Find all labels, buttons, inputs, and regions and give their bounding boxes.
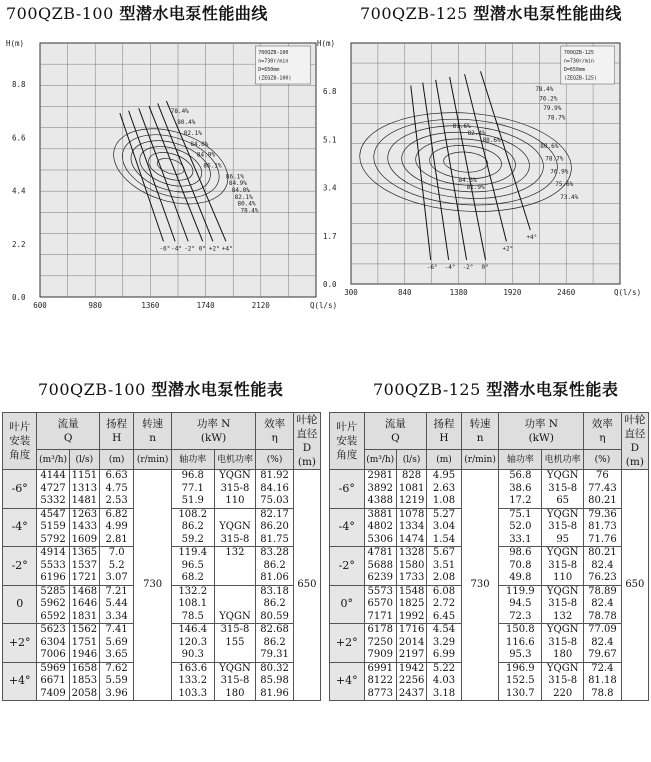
header-speed: 转速 n (461, 413, 499, 450)
table-header-row (330, 413, 649, 450)
blade-angle-label: +2° (502, 245, 514, 253)
efficiency-label: 73.4% (560, 193, 579, 201)
flow-ls-cell: 1365 1537 1721 (69, 547, 99, 586)
efficiency-label: 82.1% (234, 193, 253, 201)
flow-ls-cell: 1562 1751 1946 (69, 624, 99, 663)
efficiency-label: 86.1% (225, 173, 244, 181)
x-axis-label: Q(l/s) (614, 288, 642, 297)
header-flow-unit: (l/s) (69, 449, 99, 469)
y-tick-label: 0.0 (12, 293, 26, 302)
efficiency-label: 78.7% (545, 155, 564, 163)
efficiency-label: 82.4% (467, 130, 486, 138)
header-blade-angle: 叶片 安装 角度 (330, 413, 365, 470)
legend-line: n=730r/min (563, 58, 594, 65)
header-speed-unit: (r/min) (461, 449, 499, 469)
header-speed-unit: (r/min) (134, 449, 172, 469)
flow-ls-cell: 1716 2014 2197 (396, 624, 426, 663)
table-row (3, 470, 321, 509)
header-impeller-diameter: 叶轮 直径 D (m) (621, 413, 648, 470)
efficiency-label: 84.0% (190, 140, 209, 148)
x-tick-label: 600 (33, 301, 47, 310)
efficiency-label: 80.6% (482, 137, 501, 145)
table-header-row (330, 449, 649, 469)
flow-m3h-cell: 5285 5962 6592 (37, 585, 69, 624)
blade-angle-label: 0° (481, 263, 489, 271)
efficiency-label: 78.7% (547, 114, 566, 122)
header-shaft-power: 轴功率 (499, 449, 542, 469)
header-blade-angle: 叶片 安装 角度 (3, 413, 37, 470)
right-performance-table (329, 412, 649, 701)
motor-power-cell: YQGN 315-8 180 (542, 624, 584, 663)
right-chart-title-text: 型潜水电泵性能曲线 (473, 4, 622, 23)
head-cell: 6.82 4.99 2.81 (99, 508, 133, 547)
efficiency-cell: 82.68 86.2 79.31 (256, 624, 294, 663)
right-chart-title-model: 700QZB-125 (360, 4, 468, 23)
motor-power-cell: YQGN 315-8 220 (542, 662, 584, 701)
shaft-power-cell: 108.2 86.2 59.2 (171, 508, 214, 547)
head-cell: 6.08 2.72 6.45 (427, 585, 462, 624)
flow-m3h-cell: 5623 6304 7006 (37, 624, 69, 663)
legend-line: (ZEQZB-125) (563, 75, 597, 82)
header-efficiency-unit: (%) (584, 449, 622, 469)
blade-angle-cell: -6° (330, 470, 365, 509)
head-cell: 7.21 5.44 3.34 (99, 585, 133, 624)
y-tick-label: 4.4 (12, 186, 26, 196)
motor-power-cell: YQGN 315-8 65 (542, 470, 584, 509)
efficiency-cell: 82.17 86.20 81.75 (256, 508, 294, 547)
y-axis-label: H(m) (6, 39, 25, 48)
flow-ls-cell: 1942 2256 2437 (396, 662, 426, 701)
head-cell: 7.62 5.59 3.96 (99, 662, 133, 701)
blade-angle-cell: -4° (330, 508, 365, 547)
motor-power-cell: YQGN 315-8 95 (542, 508, 584, 547)
blade-angle-cell: +4° (3, 662, 37, 701)
legend-line: D=650mm (258, 67, 280, 73)
flow-m3h-cell: 4547 5159 5792 (37, 508, 69, 547)
legend-line: 700QZB-100 (258, 50, 289, 56)
y-tick-label: 6.8 (323, 87, 337, 97)
blade-angle-cell: -6° (3, 470, 37, 509)
impeller-diameter-cell: 650 (293, 470, 320, 701)
blade-angle-cell: +2° (330, 624, 365, 663)
efficiency-label: 78.4% (240, 207, 259, 215)
blade-angle-label: +4° (221, 245, 233, 253)
shaft-power-cell: 96.8 77.1 51.9 (171, 470, 214, 509)
x-tick-label: 1740 (196, 301, 215, 310)
blade-angle-cell: -2° (3, 547, 37, 586)
blade-angle-cell: -4° (3, 508, 37, 547)
shaft-power-cell: 146.4 120.3 90.3 (171, 624, 214, 663)
efficiency-cell: 76 77.43 80.21 (584, 470, 622, 509)
head-cell: 4.95 2.63 1.08 (427, 470, 462, 509)
flow-ls-cell: 1658 1853 2058 (69, 662, 99, 701)
shaft-power-cell: 119.9 94.5 72.3 (499, 585, 542, 624)
head-cell: 7.41 5.69 3.65 (99, 624, 133, 663)
left-chart-title-model: 700QZB-100 (6, 4, 114, 23)
efficiency-label: 81.6% (452, 123, 471, 131)
motor-power-cell: YQGN 315-8 110 (542, 547, 584, 586)
blade-angle-label: -6° (159, 245, 171, 253)
x-tick-label: 1920 (503, 288, 522, 297)
blade-angle-cell: +2° (3, 624, 37, 663)
efficiency-label: 82.1% (183, 129, 202, 137)
y-tick-label: 2.2 (12, 239, 26, 249)
legend-line: n=730r/min (258, 58, 289, 65)
header-head-unit: (m) (427, 449, 462, 469)
efficiency-cell: 81.92 84.16 75.03 (256, 470, 294, 509)
flow-m3h-cell: 4914 5533 6196 (37, 547, 69, 586)
header-head: 扬程 H (427, 413, 462, 450)
left-table-title-text: 型潜水电泵性能表 (151, 380, 284, 399)
efficiency-cell: 78.89 82.4 78.78 (584, 585, 622, 624)
efficiency-label: 78.4% (535, 86, 554, 94)
y-axis-label: H(m) (317, 39, 336, 48)
chart-1 (317, 39, 641, 297)
header-efficiency-unit: (%) (256, 449, 294, 469)
header-power: 功率 N (kW) (171, 413, 255, 450)
y-tick-label: 3.4 (323, 183, 337, 193)
blade-angle-label: -4° (171, 245, 182, 253)
flow-m3h-cell: 5573 6570 7171 (364, 585, 396, 624)
efficiency-cell: 72.4 81.18 78.8 (584, 662, 622, 701)
speed-cell: 730 (461, 470, 499, 701)
motor-power-cell: YQGN 315-8 180 (214, 662, 256, 701)
header-flow-unit: (l/s) (396, 449, 426, 469)
blade-angle-label: -2° (184, 245, 196, 253)
efficiency-label: 80.6% (540, 142, 559, 150)
blade-angle-cell: 0° (330, 585, 365, 624)
header-head: 扬程 H (99, 413, 133, 450)
efficiency-label: 84.9% (196, 151, 215, 159)
x-axis-label: Q(l/s) (310, 301, 338, 310)
head-cell: 5.27 3.04 1.54 (427, 508, 462, 547)
header-flow-unit: (m³/h) (364, 449, 396, 469)
efficiency-cell: 83.28 86.2 81.06 (256, 547, 294, 586)
efficiency-cell: 83.18 86.2 80.59 (256, 585, 294, 624)
flow-m3h-cell: 4144 4727 5332 (37, 470, 69, 509)
flow-ls-cell: 828 1081 1219 (396, 470, 426, 509)
efficiency-label: 76.2% (539, 95, 558, 103)
shaft-power-cell: 119.4 96.5 68.2 (171, 547, 214, 586)
blade-angle-label: +2° (208, 245, 220, 253)
blade-angle-label: 0° (198, 245, 206, 253)
efficiency-label: 84.3% (458, 176, 477, 184)
header-head-unit: (m) (99, 449, 133, 469)
y-tick-label: 1.7 (323, 231, 337, 241)
y-tick-label: 0.0 (323, 280, 337, 289)
legend-line: 700QZB-125 (563, 50, 594, 56)
shaft-power-cell: 196.9 152.5 130.7 (499, 662, 542, 701)
x-tick-label: 2460 (557, 288, 576, 297)
header-flow: 流量 Q (364, 413, 427, 450)
motor-power-cell: 132 (214, 547, 256, 586)
left-performance-table (2, 412, 321, 701)
blade-angle-label: -4° (444, 263, 456, 271)
motor-power-cell: YQGN (214, 585, 256, 624)
chart-0 (6, 39, 337, 310)
flow-m3h-cell: 2981 3892 4388 (364, 470, 396, 509)
efficiency-cell: 80.32 85.98 81.96 (256, 662, 294, 701)
performance-charts (0, 0, 651, 330)
left-table-title (38, 377, 283, 400)
head-cell: 4.54 3.29 6.99 (427, 624, 462, 663)
blade-angle-label: -6° (426, 263, 438, 271)
efficiency-cell: 80.21 82.4 76.23 (584, 547, 622, 586)
shaft-power-cell: 98.6 70.8 49.8 (499, 547, 542, 586)
head-cell: 5.67 3.51 2.08 (427, 547, 462, 586)
header-efficiency: 效率 η (584, 413, 622, 450)
left-table-title-model: 700QZB-100 (38, 380, 146, 399)
efficiency-label: 86.1% (203, 162, 222, 170)
motor-power-cell: YQGN 315-8 110 (214, 470, 256, 509)
flow-ls-cell: 1078 1334 1474 (396, 508, 426, 547)
head-cell: 7.0 5.2 3.07 (99, 547, 133, 586)
efficiency-label: 84.9% (228, 180, 247, 188)
head-cell: 6.63 4.75 2.53 (99, 470, 133, 509)
flow-m3h-cell: 6178 7250 7909 (364, 624, 396, 663)
header-flow: 流量 Q (37, 413, 100, 450)
blade-angle-label: -2° (462, 263, 474, 271)
efficiency-label: 78.4% (170, 108, 189, 116)
impeller-diameter-cell: 650 (621, 470, 648, 701)
efficiency-cell: 77.09 82.4 79.67 (584, 624, 622, 663)
shaft-power-cell: 56.8 38.6 17.2 (499, 470, 542, 509)
efficiency-label: 76.9% (550, 168, 569, 176)
header-speed: 转速 n (134, 413, 172, 450)
header-impeller-diameter: 叶轮 直径 D (m) (293, 413, 320, 470)
x-tick-label: 840 (398, 288, 412, 297)
flow-m3h-cell: 3881 4802 5306 (364, 508, 396, 547)
header-motor-power: 电机功率 (542, 449, 584, 469)
shaft-power-cell: 150.8 116.6 95.3 (499, 624, 542, 663)
blade-angle-cell: 0 (3, 585, 37, 624)
y-tick-label: 5.1 (323, 135, 337, 145)
x-tick-label: 300 (344, 288, 358, 297)
blade-angle-cell: -2° (330, 547, 365, 586)
motor-power-cell: 315-8 155 (214, 624, 256, 663)
table-header-row (3, 449, 321, 469)
blade-angle-label: +4° (526, 234, 538, 242)
efficiency-label: 80.4% (237, 200, 256, 208)
efficiency-label: 80.4% (177, 119, 196, 127)
head-cell: 5.22 4.03 3.18 (427, 662, 462, 701)
header-motor-power: 电机功率 (214, 449, 256, 469)
motor-power-cell: YQGN 315-8 132 (542, 585, 584, 624)
flow-m3h-cell: 4781 5688 6239 (364, 547, 396, 586)
left-chart-title-text: 型潜水电泵性能曲线 (119, 4, 268, 23)
efficiency-label: 75.6% (555, 181, 574, 189)
header-flow-unit: (m³/h) (37, 449, 69, 469)
blade-angle-cell: +4° (330, 662, 365, 701)
x-tick-label: 1360 (141, 301, 160, 310)
table-header-row (3, 413, 321, 450)
efficiency-cell: 79.36 81.73 71.76 (584, 508, 622, 547)
flow-ls-cell: 1328 1580 1733 (396, 547, 426, 586)
efficiency-label: 81.9% (466, 184, 485, 192)
x-tick-label: 1380 (449, 288, 468, 297)
header-shaft-power: 轴功率 (171, 449, 214, 469)
efficiency-label: 84.0% (231, 187, 250, 195)
y-tick-label: 8.8 (12, 80, 26, 90)
flow-m3h-cell: 6991 8122 8773 (364, 662, 396, 701)
shaft-power-cell: 75.1 52.0 33.1 (499, 508, 542, 547)
legend-line: D=650mm (563, 67, 585, 73)
table-row (330, 470, 649, 509)
flow-ls-cell: 1548 1825 1992 (396, 585, 426, 624)
right-table-title-model: 700QZB-125 (373, 380, 481, 399)
flow-m3h-cell: 5969 6671 7409 (37, 662, 69, 701)
right-table-title (373, 377, 618, 400)
x-tick-label: 980 (88, 301, 102, 310)
header-efficiency: 效率 η (256, 413, 294, 450)
header-power: 功率 N (kW) (499, 413, 584, 450)
shaft-power-cell: 163.6 133.2 103.3 (171, 662, 214, 701)
shaft-power-cell: 132.2 108.1 78.5 (171, 585, 214, 624)
flow-ls-cell: 1263 1433 1609 (69, 508, 99, 547)
motor-power-cell: YQGN 315-8 (214, 508, 256, 547)
y-tick-label: 6.6 (12, 133, 26, 143)
speed-cell: 730 (134, 470, 172, 701)
flow-ls-cell: 1151 1313 1481 (69, 470, 99, 509)
legend-line: (ZEQZB-100) (258, 75, 292, 82)
flow-ls-cell: 1468 1646 1831 (69, 585, 99, 624)
x-tick-label: 2120 (251, 301, 270, 310)
efficiency-label: 79.9% (543, 104, 562, 112)
right-table-title-text: 型潜水电泵性能表 (486, 380, 619, 399)
